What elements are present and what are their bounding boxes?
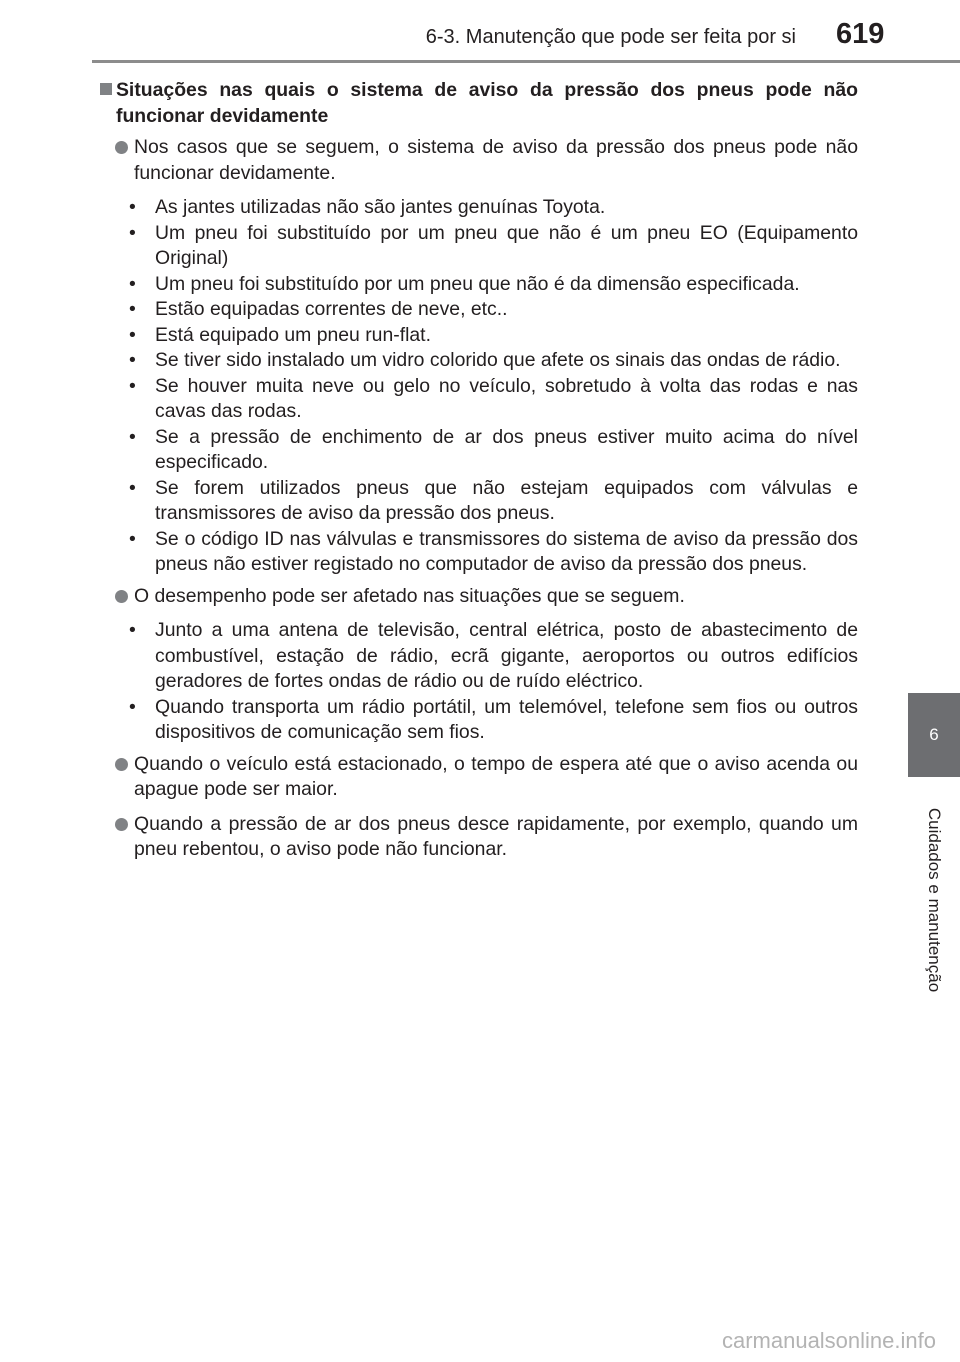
sub-list-item (128, 476, 858, 527)
sub-list-item (128, 272, 858, 298)
dot-bullet-icon: • (129, 272, 136, 295)
dot-bullet-icon: • (129, 196, 136, 218)
sub-list-item-text: Estão equipadas correntes de neve, etc.. (155, 298, 508, 320)
list-item-text: Nos casos que se seguem, o sistema de aviso da pressão dos pneus pode não funcionar devidamente. (134, 136, 858, 184)
dot-bullet-icon: • (129, 425, 136, 448)
watermark: carmanualsonline.info (721, 1328, 936, 1353)
sub-list-item (128, 527, 858, 578)
list-item-text: Quando a pressão de ar dos pneus desce rapidamente, por exemplo, quando um pneu rebentou, o aviso pode não funcionar. (134, 812, 858, 860)
sub-list-item (128, 695, 858, 746)
page-number: 619 (836, 18, 885, 50)
dot-bullet-icon: • (129, 298, 136, 320)
dot-bullet-icon: • (129, 476, 136, 499)
sub-list-item-text: Se tiver sido instalado um vidro colorido que afete os sinais das ondas de rádio. (155, 349, 841, 371)
header-divider (92, 60, 960, 63)
dot-bullet-icon: • (129, 323, 136, 346)
list-item-text: Quando o veículo está estacionado, o tempo de espera até que o aviso acenda ou apague pode ser maior. (134, 752, 858, 800)
sub-list-item (128, 425, 858, 476)
sub-list-item (128, 348, 858, 374)
sub-list-item (128, 221, 858, 272)
sub-list-item (128, 297, 858, 323)
circle-bullet-icon (115, 818, 128, 831)
dot-bullet-icon: • (129, 221, 136, 244)
sub-list-item (128, 374, 858, 425)
list-item (100, 584, 858, 610)
sub-list-item-text: Se houver muita neve ou gelo no veículo, sobretudo à volta das rodas e nas cavas das rodas. (155, 374, 858, 422)
list-item-text: O desempenho pode ser afetado nas situações que se seguem. (134, 584, 685, 607)
dot-bullet-icon: • (129, 527, 136, 550)
sub-list-item (128, 195, 858, 221)
sub-list-item-text: Se forem utilizados pneus que não estejam equipados com válvulas e transmissores de aviso da pressão dos pneus. (155, 476, 858, 524)
sub-list-item-text: As jantes utilizadas não são jantes genuínas Toyota. (155, 196, 606, 218)
sub-list-item-text: Se o código ID nas válvulas e transmissores do sistema de aviso da pressão dos pneus não estiver registado no computador de aviso da pressão dos pneus. (155, 527, 858, 575)
dot-bullet-icon: • (129, 374, 136, 397)
list-item (100, 135, 858, 186)
section-title: 6-3. Manutenção que pode ser feita por si (425, 26, 796, 48)
sub-list-item (128, 323, 858, 349)
circle-bullet-icon (115, 141, 128, 154)
sub-list-item (128, 618, 858, 695)
sub-list-item-text: Um pneu foi substituído por um pneu que não é da dimensão especificada. (155, 272, 800, 295)
list-item (100, 752, 858, 803)
sub-list-item-text: Junto a uma antena de televisão, central elétrica, posto de abastecimento de combustível, estação de rádio, ecrã gigante, aeroportos ou outros edifícios geradores de fortes ondas de rádio ou de ruído eléctrico. (155, 619, 858, 692)
sub-list (100, 618, 858, 746)
sub-list (100, 195, 858, 578)
list-item (100, 812, 858, 863)
circle-bullet-icon (115, 590, 128, 603)
sub-list-item-text: Um pneu foi substituído por um pneu que não é um pneu EO (Equipamento Original) (155, 221, 858, 269)
page-content (100, 78, 858, 872)
chapter-title: Cuidados e manutenção (925, 807, 944, 993)
chapter-number: 6 (929, 725, 939, 744)
section-heading-text: Situações nas quais o sistema de aviso da pressão dos pneus pode não funcionar devidamente (116, 79, 858, 127)
section-heading (100, 78, 858, 129)
square-bullet-icon (100, 83, 112, 95)
sub-list-item-text: Quando transporta um rádio portátil, um telemóvel, telefone sem fios ou outros dispositivos de comunicação sem fios. (155, 695, 858, 743)
dot-bullet-icon: • (129, 619, 136, 641)
sub-list-item-text: Está equipado um pneu run-flat. (155, 323, 431, 346)
dot-bullet-icon: • (129, 695, 136, 718)
sub-list-item-text: Se a pressão de enchimento de ar dos pneus estiver muito acima do nível especificado. (155, 425, 858, 473)
chapter-tab (908, 693, 960, 777)
dot-bullet-icon: • (129, 349, 136, 371)
circle-bullet-icon (115, 758, 128, 771)
